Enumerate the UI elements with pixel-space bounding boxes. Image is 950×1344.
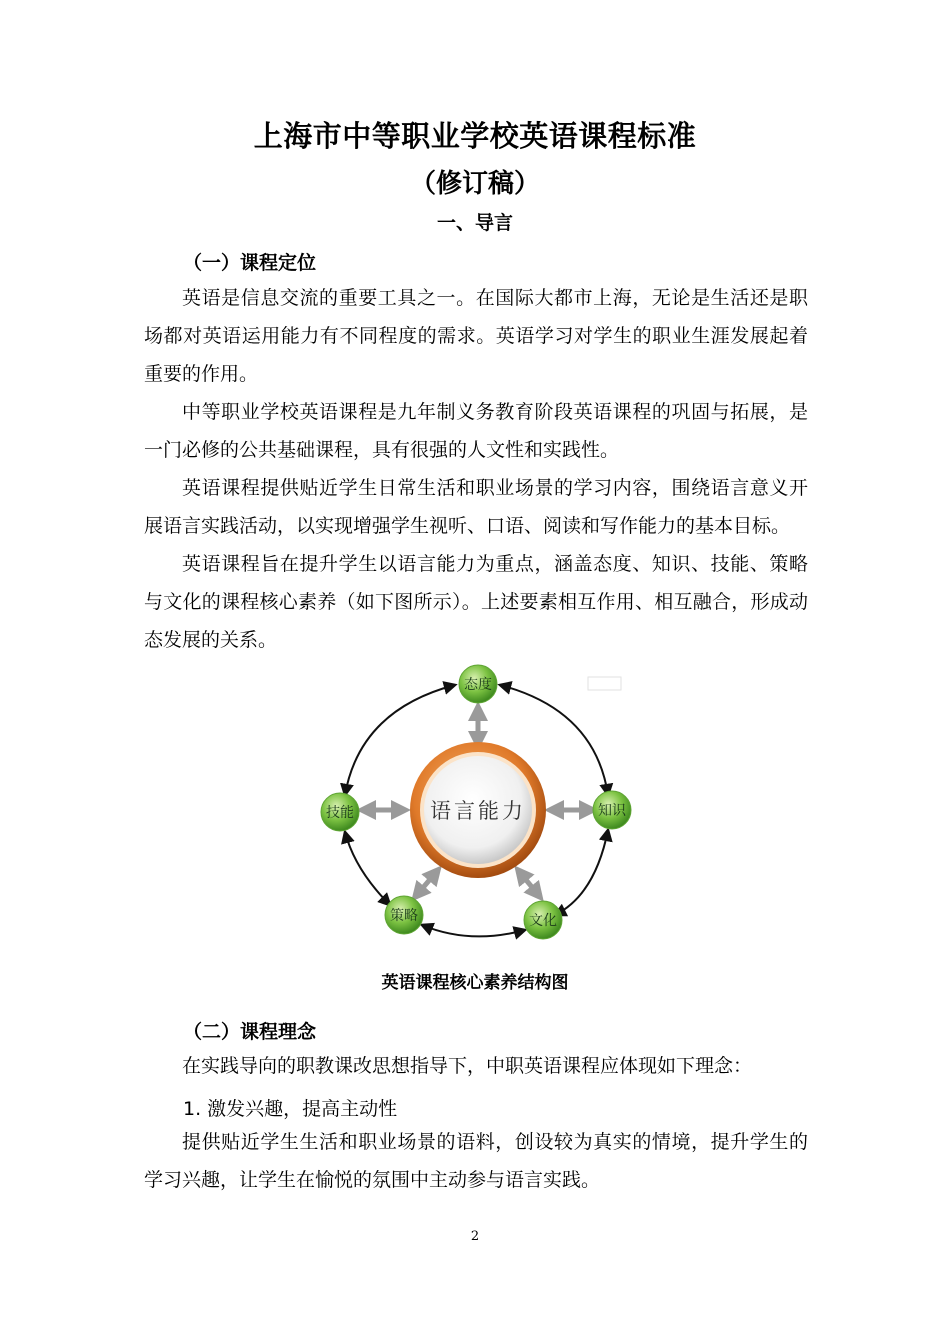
paragraph-2: 中等职业学校英语课程是九年制义务教育阶段英语课程的巩固与拓展，是一门必修的公共基础课程，具有很强的人文性和实践性。 bbox=[144, 401, 808, 461]
core-literacy-diagram bbox=[300, 655, 650, 945]
section-heading: 一、导言 bbox=[436, 212, 513, 234]
paragraph-1: 英语是信息交流的重要工具之一。在国际大都市上海，无论是生活还是职场都对英语运用能力有不同程度的需求。英语学习对学生的职业生涯发展起着重要的作用。 bbox=[144, 287, 808, 385]
cycle-arrow-strategy-skill bbox=[345, 832, 390, 905]
node-label-strategy: 策略 bbox=[390, 908, 418, 924]
node-attitude bbox=[459, 665, 497, 703]
node-label-culture: 文化 bbox=[529, 913, 557, 929]
cycle-arrow-knowledge-culture bbox=[555, 830, 608, 915]
list-item-1: 1. 激发兴趣，提高主动性 bbox=[183, 1098, 398, 1120]
cycle-arrow-culture-strategy bbox=[422, 925, 525, 936]
figure-caption: 英语课程核心素养结构图 bbox=[381, 973, 569, 993]
node-label-knowledge: 知识 bbox=[598, 803, 626, 819]
node-skill bbox=[321, 793, 359, 831]
page-number: 2 bbox=[470, 1229, 480, 1244]
link-arrow-culture bbox=[518, 870, 540, 897]
node-label-attitude: 态度 bbox=[464, 677, 492, 693]
center-node bbox=[410, 742, 546, 878]
node-culture bbox=[524, 901, 562, 939]
center-label: 语言能力 bbox=[430, 799, 526, 823]
node-strategy bbox=[385, 896, 423, 934]
subsection-heading-positioning: （一）课程定位 bbox=[183, 252, 317, 274]
empty-text-box bbox=[588, 677, 621, 690]
paragraph-5: 在实践导向的职教课改思想指导下，中职英语课程应体现如下理念： bbox=[182, 1055, 753, 1077]
page-subtitle: （修订稿） bbox=[409, 169, 540, 199]
paragraph-3: 英语课程提供贴近学生日常生活和职业场景的学习内容，围绕语言意义开展语言实践活动，以实现增强学生视听、口语、阅读和写作能力的基本目标。 bbox=[144, 477, 808, 537]
subsection-heading-philosophy: （二）课程理念 bbox=[183, 1021, 317, 1043]
paragraph-6: 提供贴近学生生活和职业场景的语料，创设较为真实的情境，提升学生的学习兴趣，让学生在愉悦的氛围中主动参与语言实践。 bbox=[144, 1131, 808, 1191]
link-arrow-strategy bbox=[415, 870, 438, 897]
node-knowledge bbox=[593, 791, 631, 829]
paragraph-4: 英语课程旨在提升学生以语言能力为重点，涵盖态度、知识、技能、策略与文化的课程核心素养（如下图所示）。上述要素相互作用、相互融合，形成动态发展的关系。 bbox=[144, 553, 808, 651]
node-label-skill: 技能 bbox=[326, 805, 354, 821]
page-title: 上海市中等职业学校英语课程标准 bbox=[253, 119, 697, 153]
